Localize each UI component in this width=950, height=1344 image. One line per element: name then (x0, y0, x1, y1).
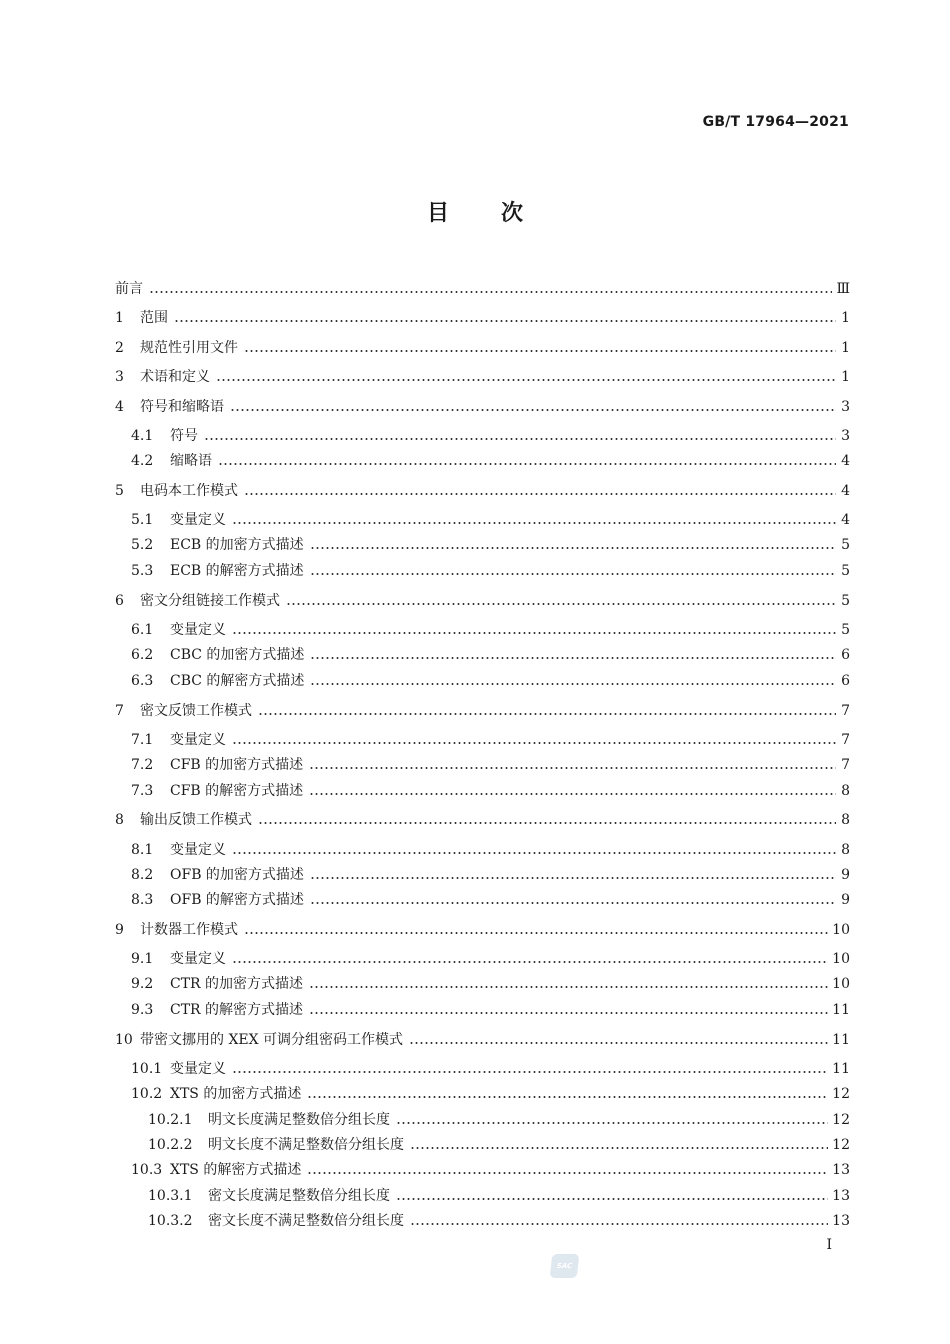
toc-entry-page: 5 (841, 563, 850, 579)
toc-entry-number: 8.3 (131, 892, 154, 908)
toc-entry-title: 术语和定义 (140, 369, 210, 385)
toc-entry-page: 1 (841, 340, 850, 356)
dot-leader (258, 713, 836, 715)
toc-entry-title: 变量定义 (170, 1061, 226, 1077)
toc-entry-page: 7 (841, 732, 850, 748)
toc-entry[interactable] (115, 701, 850, 721)
toc-entry-number: 1 (115, 310, 124, 326)
dot-leader (396, 1122, 828, 1124)
toc-entry-number: 10.3.2 (148, 1213, 193, 1229)
toc-entry-page: 13 (832, 1213, 850, 1229)
toc-entry[interactable] (131, 535, 850, 555)
toc-entry-number: 9.3 (131, 1002, 154, 1018)
toc-entry-title: XTS 的解密方式描述 (170, 1162, 302, 1178)
toc-entry-title: 变量定义 (170, 732, 226, 748)
toc-entry-title: ECB 的加密方式描述 (170, 537, 304, 553)
toc-entry[interactable] (131, 561, 850, 581)
toc-entry-page: 3 (841, 399, 850, 415)
toc-entry-title: 符号和缩略语 (140, 399, 224, 415)
toc-entry-number: 10.1 (131, 1061, 163, 1077)
dot-leader (409, 1042, 828, 1044)
toc-entry[interactable] (131, 974, 850, 994)
dot-leader (310, 573, 836, 575)
toc-entry-page: 10 (832, 922, 850, 938)
dot-leader (410, 1223, 828, 1225)
toc-entry-number: 5.3 (131, 563, 154, 579)
toc-entry-title: OFB 的加密方式描述 (170, 867, 304, 883)
toc-entry-page: 12 (832, 1112, 850, 1128)
toc-entry-number: 6.2 (131, 647, 154, 663)
toc-entry-title: 变量定义 (170, 512, 226, 528)
dot-leader (232, 632, 836, 634)
toc-entry[interactable] (131, 1084, 850, 1104)
toc-entry-page: 7 (841, 703, 850, 719)
dot-leader (230, 409, 836, 411)
dot-leader (396, 1198, 828, 1200)
dot-leader (174, 320, 836, 322)
toc-entry-page: 13 (832, 1162, 850, 1178)
toc-entry-page: 6 (841, 647, 850, 663)
standard-number: GB/T 17964—2021 (702, 114, 849, 130)
toc-entry-title: 明文长度不满足整数倍分组长度 (208, 1137, 404, 1153)
toc-entry-title: 规范性引用文件 (140, 340, 238, 356)
toc-entry-number: 8.1 (131, 842, 154, 858)
toc-entry-title: 前言 (115, 281, 143, 297)
dot-leader (310, 683, 836, 685)
toc-entry-page: 8 (841, 842, 850, 858)
toc-entry[interactable] (131, 730, 850, 750)
toc-entry-number: 10.2 (131, 1086, 163, 1102)
page-number: Ⅰ (826, 1237, 832, 1253)
toc-entry[interactable] (115, 810, 850, 830)
toc-entry[interactable] (115, 338, 850, 358)
toc-entry-title: 变量定义 (170, 622, 226, 638)
dot-leader (258, 822, 836, 824)
toc-entry[interactable] (131, 755, 850, 775)
dot-leader (232, 742, 836, 744)
toc-entry-title: 变量定义 (170, 951, 226, 967)
toc-entry-title: 符号 (170, 428, 198, 444)
toc-entry-page: 9 (841, 892, 850, 908)
toc-entry[interactable] (131, 890, 850, 910)
toc-entry-title: 电码本工作模式 (140, 483, 238, 499)
toc-entry-number: 6.3 (131, 673, 154, 689)
toc-entry[interactable] (131, 1160, 850, 1180)
toc-entry-title: CBC 的加密方式描述 (170, 647, 305, 663)
toc-entry-page: 13 (832, 1188, 850, 1204)
toc-entry-number: 10.3 (131, 1162, 163, 1178)
toc-entry-page: 7 (841, 757, 850, 773)
dot-leader (218, 463, 836, 465)
toc-entry-title: 输出反馈工作模式 (140, 812, 252, 828)
toc-entry-title: CFB 的加密方式描述 (170, 757, 304, 773)
dot-leader (309, 793, 836, 795)
dot-leader (310, 902, 836, 904)
toc-entry-title: 密文长度满足整数倍分组长度 (208, 1188, 390, 1204)
toc-entry[interactable] (115, 397, 850, 417)
dot-leader (309, 767, 836, 769)
toc-entry-title: 密文反馈工作模式 (140, 703, 252, 719)
toc-entry-number: 3 (115, 369, 124, 385)
dot-leader (216, 379, 836, 381)
toc-entry[interactable] (115, 279, 850, 299)
dot-leader (244, 932, 828, 934)
dot-leader (232, 961, 828, 963)
toc-entry-number: 10 (115, 1032, 133, 1048)
toc-entry-number: 5.2 (131, 537, 154, 553)
toc-entry-title: CTR 的解密方式描述 (170, 1002, 304, 1018)
toc-entry[interactable] (131, 840, 850, 860)
sac-logo-watermark: SAC (550, 1254, 580, 1278)
toc-entry-page: 3 (841, 428, 850, 444)
toc-entry-number: 7.1 (131, 732, 154, 748)
toc-entry-number: 4.1 (131, 428, 154, 444)
toc-entry-title: CFB 的解密方式描述 (170, 783, 304, 799)
toc-entry-number: 9 (115, 922, 124, 938)
toc-entry[interactable] (115, 367, 850, 387)
toc-entry[interactable] (148, 1211, 850, 1231)
toc-entry-title: XTS 的加密方式描述 (170, 1086, 302, 1102)
toc-entry-number: 10.2.2 (148, 1137, 193, 1153)
toc-entry-number: 7 (115, 703, 124, 719)
toc-entry-number: 5 (115, 483, 124, 499)
toc-entry-title: 密文分组链接工作模式 (140, 593, 280, 609)
toc-entry[interactable] (115, 591, 850, 611)
toc-entry-title: 缩略语 (170, 453, 212, 469)
toc-entry-number: 4.2 (131, 453, 154, 469)
dot-leader (310, 547, 836, 549)
toc-entry[interactable] (131, 426, 850, 446)
toc-entry[interactable] (148, 1186, 850, 1206)
page-title: 目次 (426, 201, 575, 226)
dot-leader (310, 657, 836, 659)
dot-leader (204, 438, 836, 440)
dot-leader (232, 852, 836, 854)
toc-entry-page: 10 (832, 951, 850, 967)
toc-entry-title: CBC 的解密方式描述 (170, 673, 305, 689)
toc-entry-page: 4 (841, 512, 850, 528)
dot-leader (310, 877, 836, 879)
toc-entry-number: 10.2.1 (148, 1112, 193, 1128)
toc-entry-number: 9.2 (131, 976, 154, 992)
toc-entry[interactable] (131, 1000, 850, 1020)
toc-entry-page: 8 (841, 783, 850, 799)
toc-entry-number: 5.1 (131, 512, 154, 528)
toc-entry-page: 5 (841, 622, 850, 638)
toc-entry-page: Ⅲ (836, 281, 850, 297)
toc-entry-title: 计数器工作模式 (140, 922, 238, 938)
toc-entry[interactable] (131, 781, 850, 801)
toc-entry-title: 变量定义 (170, 842, 226, 858)
toc-entry-title: 带密文挪用的 XEX 可调分组密码工作模式 (140, 1032, 404, 1048)
toc-entry-title: 密文长度不满足整数倍分组长度 (208, 1213, 404, 1229)
toc-entry[interactable] (131, 645, 850, 665)
toc-entry-title: ECB 的解密方式描述 (170, 563, 304, 579)
toc-entry[interactable] (131, 1059, 850, 1079)
toc-entry-number: 7.3 (131, 783, 154, 799)
toc-entry-page: 1 (841, 369, 850, 385)
toc-entry[interactable] (115, 481, 850, 501)
toc-entry[interactable] (131, 949, 850, 969)
toc-entry[interactable] (131, 671, 850, 691)
toc-entry[interactable] (131, 620, 850, 640)
toc-entry-title: 范围 (140, 310, 168, 326)
toc-entry[interactable] (115, 1030, 850, 1050)
toc-entry-number: 6.1 (131, 622, 154, 638)
toc-entry[interactable] (115, 920, 850, 940)
toc-entry-title: CTR 的加密方式描述 (170, 976, 304, 992)
toc-entry-number: 2 (115, 340, 124, 356)
toc-entry[interactable] (115, 308, 850, 328)
toc-entry[interactable] (148, 1110, 850, 1130)
toc-entry-page: 11 (832, 1002, 850, 1018)
dot-leader (286, 603, 836, 605)
toc-entry-page: 8 (841, 812, 850, 828)
dot-leader (232, 522, 836, 524)
toc-entry-page: 10 (832, 976, 850, 992)
dot-leader (307, 1172, 828, 1174)
toc-entry[interactable] (148, 1135, 850, 1155)
toc-entry-number: 9.1 (131, 951, 154, 967)
toc-entry-page: 1 (841, 310, 850, 326)
toc-entry-number: 7.2 (131, 757, 154, 773)
toc-entry[interactable] (131, 865, 850, 885)
toc-entry-number: 8.2 (131, 867, 154, 883)
toc-entry-page: 9 (841, 867, 850, 883)
toc-entry-page: 12 (832, 1137, 850, 1153)
dot-leader (244, 350, 836, 352)
toc-entry-page: 11 (832, 1061, 850, 1077)
toc-entry-page: 4 (841, 453, 850, 469)
toc-entry-page: 12 (832, 1086, 850, 1102)
dot-leader (309, 986, 828, 988)
dot-leader (307, 1096, 828, 1098)
toc-entry-number: 6 (115, 593, 124, 609)
toc-entry-title: OFB 的解密方式描述 (170, 892, 304, 908)
toc-entry-page: 11 (832, 1032, 850, 1048)
dot-leader (232, 1071, 828, 1073)
toc-entry-number: 8 (115, 812, 124, 828)
toc-entry[interactable] (131, 510, 850, 530)
toc-entry-title: 明文长度满足整数倍分组长度 (208, 1112, 390, 1128)
toc-entry-page: 5 (841, 537, 850, 553)
toc-entry-number: 4 (115, 399, 124, 415)
dot-leader (309, 1012, 828, 1014)
dot-leader (410, 1147, 828, 1149)
toc-entry-page: 4 (841, 483, 850, 499)
toc-entry-page: 5 (841, 593, 850, 609)
dot-leader (244, 493, 836, 495)
dot-leader (149, 291, 832, 293)
toc-entry-page: 6 (841, 673, 850, 689)
toc-entry-number: 10.3.1 (148, 1188, 193, 1204)
toc-entry[interactable] (131, 451, 850, 471)
